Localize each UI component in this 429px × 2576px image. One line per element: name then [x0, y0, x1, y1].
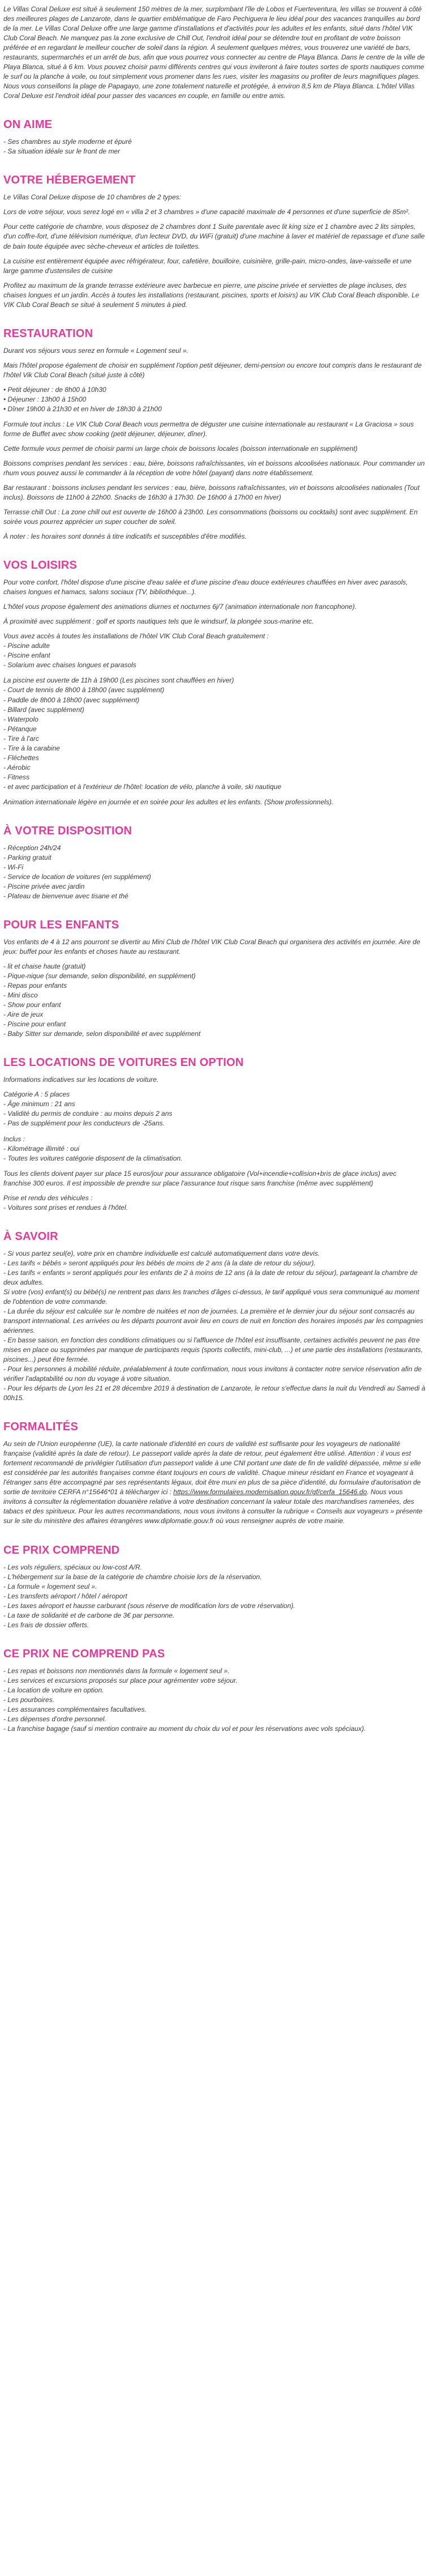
paragraph: Bar restaurant : boissons incluses pendant les services : eau, bière, boissons rafraîchissantes, vin et boissons alcoolisées nationales (Tout inclus). Boissons de 11h00 à 22h00. Snacks de 16h30 à 17h30. De 16h00 à 17h00 en hiver) — [3, 484, 420, 502]
paragraph: L'hôtel vous propose également des animations diurnes et nocturnes 6j/7 (animation internationale non francophone). — [3, 603, 357, 611]
list-item: - Piscine enfant — [3, 651, 50, 660]
list-intro: Vous avez accès à toutes les installations de l'hôtel VIK Club Coral Beach gratuitement : — [3, 632, 269, 641]
list-item: - Les pourboires. — [3, 1695, 55, 1704]
list-item: - Les tarifs « enfants » seront appliqués pour les enfants de 2 à moins de 12 ans (à la date de retour du séjour), partageant la chambre de deux adultes. — [3, 1268, 418, 1286]
list-item: - Âge minimum : 21 ans — [3, 1100, 75, 1108]
paragraph: À noter : les horaires sont donnés à titre indicatifs et susceptibles d'être modifiés. — [3, 532, 247, 541]
enfants-section — [3, 918, 426, 1039]
list-item: Catégorie A : 5 places — [3, 1090, 70, 1099]
list-item: - Les dépenses d'ordre personnel. — [3, 1715, 106, 1723]
paragraph: Animation internationale légère en journée et en soirée pour les adultes et les enfants. (Show professionnels). — [3, 797, 334, 806]
list-item: - Voitures sont prises et rendues à l'hôtel. — [3, 1203, 128, 1212]
on-aime-section — [3, 118, 426, 156]
list-item: - La formule « logement seul ». — [3, 1582, 97, 1590]
list-item: - Les assurances complémentaires facultatives. — [3, 1705, 147, 1713]
savoir-list — [3, 1249, 426, 1404]
loisirs-section — [3, 558, 426, 807]
list-item: - Les vols réguliers, spéciaux ou low-cost A/R. — [3, 1563, 142, 1571]
prix-ne-comprend-section — [3, 1647, 426, 1734]
list-item: • Dîner 19h00 à 21h30 et en hiver de 18h30 à 21h00 — [3, 404, 162, 413]
list-item: - Toutes les voitures catégorie disposent de la climatisation. — [3, 1154, 183, 1162]
paragraph: Pour votre confort, l'hôtel dispose d'une piscine d'eau salée et d'une piscine d'eau douce extérieures chauffées en hiver avec parasols, chaises longues et hamacs, salons sociaux (TV, bibliothèque...). — [3, 578, 408, 596]
section-title-disposition: À VOTRE DISPOSITION — [3, 824, 132, 837]
list-item: - Réception 24h/24 — [3, 843, 61, 852]
list-item: - L'hébergement sur la base de la catégorie de chambre choisie lors de la réservation. — [3, 1572, 262, 1581]
list-item: - La franchise bagage (sauf si mention contraire au moment du choix du vol et pour les réservations avec vols spéciaux). — [3, 1724, 366, 1733]
list-item: - Validité du permis de conduire : au moins depuis 2 ans — [3, 1110, 173, 1118]
section-title-loisirs: VOS LOISIRS — [3, 559, 78, 572]
list-item: Prise et rendu des véhicules : — [3, 1193, 93, 1202]
list-item: - Repas pour enfants — [3, 982, 67, 990]
list-item: - Pétanque — [3, 724, 37, 733]
list-item: - Les frais de dossier offerts. — [3, 1620, 89, 1629]
list-item: - Baby Sitter sur demande, selon disponibilité et avec supplément — [3, 1030, 201, 1038]
list-item: - Paddle de 8h00 à 18h00 (avec supplément) — [3, 696, 140, 704]
list-item: - La location de voiture en option. — [3, 1686, 104, 1694]
list-item: - Aire de jeux — [3, 1010, 44, 1019]
prix-comprend-section — [3, 1543, 426, 1630]
section-title-prix-comprend: CE PRIX COMPREND — [3, 1543, 120, 1556]
list-item: - Plateau de bienvenue avec tisane et thé — [3, 892, 128, 900]
paragraph: Lors de votre séjour, vous serez logé en « villa 2 et 3 chambres » d'une capacité maximale de 4 personnes et d'une superficie de 85m². — [3, 208, 410, 216]
list-item: - Les services et excursions proposés sur place pour agrémenter votre séjour. — [3, 1676, 238, 1684]
paragraph: Le Villas Coral Deluxe dispose de 10 chambres de 2 types: — [3, 193, 181, 202]
paragraph: Terrasse chill Out : La zone chill out est ouverte de 16h00 à 23h00. Les consommations (boissons ou cocktails) sont avec supplément. En soirée vous pourrez apprécier un super coucher de soleil. — [3, 508, 418, 526]
price-excludes-list — [3, 1666, 426, 1734]
list-item: - Sa situation idéale sur le front de mer — [3, 147, 121, 156]
list-item: - Aérobic — [3, 763, 31, 771]
paragraph: La cuisine est entièrement équipée avec réfrigérateur, four, cafetière, bouilloire, cuisinière, grille-pain, micro-ondes, lave-vaisselle et une large gamme d'ustensiles de cuisine — [3, 257, 412, 275]
free-facilities-list — [3, 632, 426, 670]
list-item: - Piscine pour enfant — [3, 1020, 66, 1029]
paragraph: Pour cette catégorie de chambre, vous disposez de 2 chambres dont 1 Suite parentale avec lit king size et 1 chambre avec 2 lits simples, d'un coffre-fort, d'une télévision numérique, d'un lecteur DVD, du WiFi (gratuit) d'une machine à laver et matériel de repassage et d'une salle de bain toute équipée avec sèche-cheveux et articles de toilettes. — [3, 223, 425, 250]
list-item: - La durée du séjour est calculée sur le nombre de nuitées et non de journées. La première et le dernier jour du séjour sont consacrés au transport international. Les arrivées ou les départs pourront avoir lieu en cours de nuit en fonction des horaires imposés par les compagnies aériennes. — [3, 1307, 423, 1334]
list-item: - Court de tennis de 8h00 à 18h00 (avec supplément) — [3, 686, 165, 694]
list-item: - Si vous partez seul(e), votre prix en chambre individuelle est calculé automatiquement dans votre devis. — [3, 1249, 320, 1257]
section-title-restauration: RESTAURATION — [3, 327, 93, 340]
list-item: - En basse saison, en fonction des conditions climatiques ou si l'affluence de l'hôtel est insuffisante, certaines activités peuvent ne pas être mises en place ou supprimées par manque de participants requis (sports collectifs, mini-club, ...) et une partie des installations (restaurants, piscines...) peut être fermée. — [3, 1336, 423, 1364]
list-item: - Parking gratuit — [3, 853, 52, 861]
formalites-section — [3, 1420, 426, 1526]
voitures-section — [3, 1056, 426, 1212]
list-item: La piscine est ouverte de 11h à 19h00 (Les piscines sont chauffées en hiver) — [3, 676, 234, 685]
activities-list — [3, 676, 426, 791]
list-item: - Tire à l'arc — [3, 734, 39, 743]
car-pickup-list — [3, 1193, 426, 1213]
list-item: Si votre (vos) enfant(s) ou bébé(s) ne rentrent pas dans les tranches d'âges ci-dessus, le tarif appliqué vous sera communiqué au moment de l'obtention de votre commande. — [3, 1287, 419, 1306]
restauration-section — [3, 327, 426, 542]
list-item: - Ses chambres au style moderne et épuré — [3, 138, 132, 146]
list-item: - Wi-Fi — [3, 863, 24, 871]
list-item: - Pour les personnes à mobilité réduite, préalablement à toute confirmation, nous vous invitons à contacter notre service réservation afin de vérifier l'adaptabilité ou non du voyage à votre situation. — [3, 1365, 422, 1383]
paragraph: Durant vos séjours vous serez en formule « Logement seul ». — [3, 346, 188, 355]
section-title-on-aime: ON AIME — [3, 118, 53, 131]
list-item: - Pour les départs de Lyon les 21 et 28 décembre 2019 à destination de Lanzarote, le retour s'effectue dans la nuit du Vendredi au Samedi à 00h15. — [3, 1384, 426, 1402]
paragraph: Profitez au maximum de la grande terrasse extérieure avec barbecue en pierre, une piscine privée et serviettes de plage incluses, des chaises longues et un jardin. Accès à toutes les installations (restaurant, piscines, sports et loisirs) au VIK Club Coral Beach disponible. Le VIK Club Coral Beach se situé à seulement 5 minutes à pied. — [3, 281, 419, 309]
meal-times-list — [3, 385, 426, 414]
list-item: - Piscine adulte — [3, 642, 50, 650]
list-item: - Waterpolo — [3, 715, 38, 723]
on-aime-list — [3, 137, 426, 156]
list-item: - La taxe de solidarité et de carbone de 3€ par personne. — [3, 1611, 175, 1619]
list-item: - Kilométrage illimité : oui — [3, 1144, 80, 1153]
section-title-voitures: LES LOCATIONS DE VOITURES EN OPTION — [3, 1056, 244, 1069]
list-item: - lit et chaise haute (gratuit) — [3, 962, 86, 971]
list-item: • Déjeuner : 13h00 à 15h00 — [3, 395, 87, 403]
list-item: - Billard (avec supplément) — [3, 705, 84, 714]
section-title-hebergement: VOTRE HÉBERGEMENT — [3, 174, 136, 187]
list-item: - Les transferts aéroport / hôtel / aéroport — [3, 1592, 127, 1600]
price-includes-list — [3, 1563, 426, 1630]
list-item: - Les tarifs « bébés » seront appliqués pour les bébés de moins de 2 ans (à la date de retour du séjour). — [3, 1259, 316, 1267]
paragraph: Tous les clients doivent payer sur place 15 euros/jour pour assurance obligatoire (Vol+incendie+collision+bris de glace inclus) avec franchise 300 euros. Il est impossible de prendre sur place l'assurance tout risque sans franchise (même avec supplément) — [3, 1169, 397, 1187]
formalites-text-before: Au sein de l'Union européenne (UE), la carte nationale d'identité en cours de validité est suffisante pour les voyageurs de nationalité française (validité après la date de retour). Le passeport valide après la date de retour, peut également être utilisé. Attention : il vous est fortement recommandé de privilégier l'utilisation d'un passeport valide à une CNI portant une date de fin de validité dépassée, même si elle est considérée par les autorités françaises comme étant toujours en cours de validité. Chaque mineur résidant en France et voyageant à l'étranger sans être accompagné par ses représentants légaux, doit être muni en plus de sa pièce d'identité, du formulaire d'autorisation de sortie de territoire CERFA n°15646*01 à télécharger ici : — [3, 1440, 421, 1496]
list-item: - Les repas et boissons non mentionnés dans la formule « logement seul ». — [3, 1666, 230, 1675]
car-included-list — [3, 1135, 426, 1163]
savoir-section — [3, 1230, 426, 1404]
list-item: - Service de location de voitures (en supplément) — [3, 872, 151, 881]
paragraph: Boissons comprises pendant les services : eau, bière, boissons rafraîchissantes, vin et boissons alcoolisées nationaux. Pour commander un rhum vous pouvez aussi le commander à la réception de votre hôtel (payant) dans notre établissement. — [3, 459, 425, 477]
paragraph: Informations indicatives sur les locations de voiture. — [3, 1076, 159, 1084]
intro-paragraph: Le Villas Coral Deluxe est situé à seulement 150 mètres de la mer, surplombant l'île de Lobos et Fuerteventura, les villas se trouvent à côté des meilleures plages de Lanzarote, dans le quartier emblématique de Faro Pechiguera le lieu idéal pour des vacances tranquilles au bord de la mer. Le Villas Coral Deluxe offre une large gamme d'installations et d'activités pour les adultes et les enfants, situé dans l'hôtel VIK Club Coral Beach. Ne manquez pas la zone exclusive de Chill Out, l'endroit idéal pour se détendre tout en profitant de votre boisson préférée et en regardant le meilleur coucher de soleil dans la région. À seulement quelques mètres, vous trouverez une variété de bars, restaurants, supermarchés et un arrêt de bus, afin que vous pourrez vous connecter au centre de Playa Blanca. Dans le centre de la ville de Playa Blanca, situé à 6 km. Vous pouvez choisir parmi différents centres qui vous inviteront à faire toutes sortes de sports nautiques comme le surf ou la planche à voile, ou tout simplement vous promener dans les rues, visiter les magasins ou profiter de leurs magnifiques plages. Nous vous conseillons la plage de Papagayo, une zone totalement naturelle et protégée, à environ 8,5 km de Playa Blanca. L'hôtel Villas Coral Deluxe est l'endroit idéal pour passer des vacances en couple, en famille ou entre amis. — [3, 5, 425, 100]
paragraph: Formule tout inclus : Le VIK Club Coral Beach vous permettra de déguster une cuisine internationale au restaurant « La Graciosa » sous forme de Buffet avec show cooking (petit déjeuner, déjeuner, dîner). — [3, 420, 414, 438]
list-item: - Fitness — [3, 773, 30, 781]
formalites-paragraph — [3, 1439, 426, 1526]
section-title-enfants: POUR LES ENFANTS — [3, 919, 119, 932]
car-category-list — [3, 1090, 426, 1128]
paragraph: À proximité avec supplément : golf et sports nautiques tels que le windsurf, la plongée sous-marine etc. — [3, 617, 314, 626]
section-title-savoir: À SAVOIR — [3, 1230, 58, 1243]
list-item: Inclus : — [3, 1135, 25, 1143]
list-item: - Show pour enfant — [3, 1001, 61, 1009]
kids-list — [3, 962, 426, 1039]
section-title-prix-ne-comprend: CE PRIX NE COMPREND PAS — [3, 1647, 165, 1660]
amenities-list — [3, 843, 426, 901]
list-item: - Tire à la carabine — [3, 744, 60, 752]
list-item: - Pique-nique (sur demande, selon disponibilité, en supplément) — [3, 972, 196, 980]
paragraph: Cette formule vous permet de choisir parmi un large choix de boissons locales (boisson internationale en supplément) — [3, 444, 358, 453]
paragraph: Vos enfants de 4 à 12 ans pourront se divertir au Mini Club de l'hôtel VIK Club Coral Beach qui organisera des activités en journée. Aire de jeux: buffet pour les enfants et choses haute au restaurant. — [3, 938, 421, 956]
list-item: • Petit déjeuner : de 8h00 à 10h30 — [3, 385, 106, 394]
list-item: - Fléchettes — [3, 753, 39, 762]
cerfa-link[interactable]: https://www.formulaires.modernisation.gouv.fr/gf/cerfa_15646.do — [173, 1488, 367, 1496]
disposition-section — [3, 824, 426, 901]
paragraph: Mais l'hôtel propose également de choisir en supplément l'option petit déjeuner, demi-pension ou encore tout compris dans le restaurant de l'hôtel Vik Club Coral Beach (situé juste à côté) — [3, 361, 422, 379]
formalites-text-after: . Nous vous invitons à consulter la réglementation douanière relative à votre destination concernant la valeur totale des marchandises ramenées, des tabacs et des spiritueux. Pour les autres recommandations, nous vous invitons à consulter la rubrique « Conseils aux voyageurs » présente sur le site du ministère des affaires étrangères www.diplomatie.gouv.fr où vous renseigner auprès de votre mairie. — [3, 1488, 423, 1525]
intro-section — [3, 5, 426, 101]
list-item: - Les taxes aéroport et hausse carburant (sous réserve de modification lors de votre réservation). — [3, 1601, 295, 1610]
list-item: - Piscine privée avec jardin — [3, 882, 85, 890]
list-item: - et avec participation et à l'extérieur de l'hôtel: location de vélo, planche à voile, ski nautique — [3, 782, 281, 791]
hebergement-section — [3, 173, 426, 309]
list-item: - Pas de supplément pour les conducteurs de -25ans. — [3, 1119, 165, 1128]
list-item: - Solarium avec chaises longues et parasols — [3, 661, 136, 669]
list-item: - Mini disco — [3, 991, 38, 1000]
section-title-formalites: FORMALITÉS — [3, 1421, 78, 1434]
